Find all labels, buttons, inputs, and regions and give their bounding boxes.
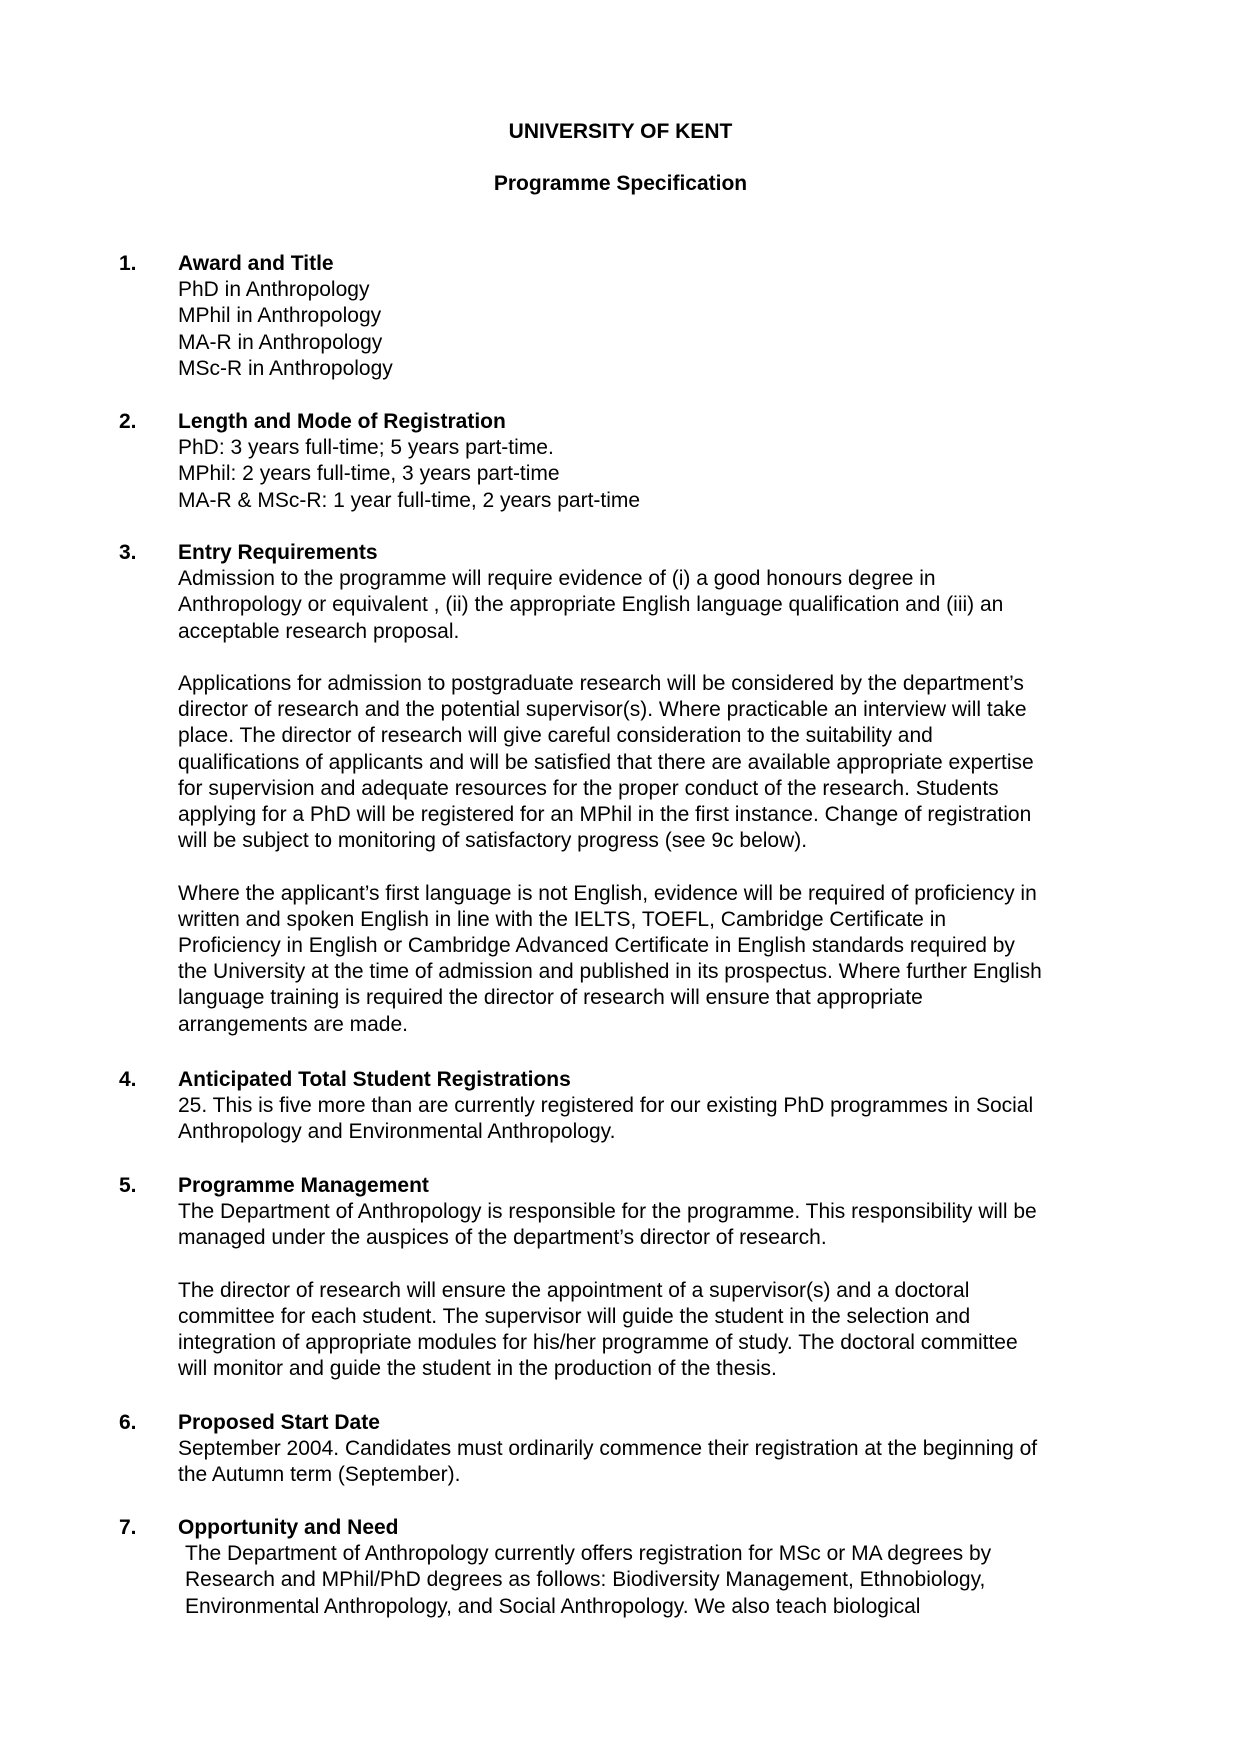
text-line: committee for each student. The supervisor will guide the student in the selection and — [178, 1305, 971, 1328]
text-line: Environmental Anthropology, and Social Anthropology. We also teach biological — [185, 1594, 921, 1618]
text-line: September 2004. Candidates must ordinarily commence their registration at the beginning of — [178, 1437, 1038, 1461]
section-programme-management — [178, 1173, 1178, 1383]
text-line: arrangements are made. — [178, 1012, 408, 1036]
section-anticipated-registrations — [178, 1067, 1178, 1146]
section-title: Entry Requirements — [178, 541, 378, 564]
section-number: 3. — [119, 541, 137, 564]
text-line: the University at the time of admission and published in its prospectus. Where further English — [178, 960, 1042, 984]
text-line: MPhil in Anthropology — [178, 304, 382, 328]
section-opportunity-and-need — [178, 1515, 1178, 1620]
text-line: will be subject to monitoring of satisfactory progress (see 9c below). — [178, 829, 808, 853]
section-title: Programme Management — [178, 1174, 429, 1197]
text-line: The Department of Anthropology is responsible for the programme. This responsibility will be — [178, 1200, 1037, 1224]
text-line: qualifications of applicants and will be satisfied that there are available appropriate expertise — [178, 750, 1034, 774]
section-number: 1. — [119, 252, 137, 275]
section-award-and-title — [178, 251, 1178, 382]
text-line: will monitor and guide the student in the production of the thesis. — [178, 1357, 777, 1381]
document-title: Programme Specification — [493, 172, 748, 195]
text-line: Anthropology or equivalent , (ii) the appropriate English language qualification and (iii) an — [178, 593, 1004, 617]
text-line: 25. This is five more than are currently registered for our existing PhD programmes in Social — [178, 1094, 1034, 1118]
text-line: MA-R & MSc-R: 1 year full-time, 2 years part-time — [178, 488, 641, 512]
institution-heading: UNIVERSITY OF KENT — [508, 120, 733, 143]
section-number: 7. — [119, 1516, 137, 1539]
text-line: acceptable research proposal. — [178, 619, 460, 643]
text-line: language training is required the director of research will ensure that appropriate — [178, 986, 923, 1010]
text-line: written and spoken English in line with the IELTS, TOEFL, Cambridge Certificate in — [178, 907, 947, 931]
text-line: Admission to the programme will require evidence of (i) a good honours degree in — [178, 567, 936, 591]
text-line: for supervision and adequate resources for the proper conduct of the research. Students — [178, 776, 999, 800]
text-line: MA-R in Anthropology — [178, 330, 383, 354]
text-line: Anthropology and Environmental Anthropology. — [178, 1120, 616, 1144]
text-line: applying for a PhD will be registered for an MPhil in the first instance. Change of registration — [178, 803, 1032, 827]
text-line: place. The director of research will give careful consideration to the suitability and — [178, 724, 933, 748]
section-title: Length and Mode of Registration — [178, 410, 506, 433]
text-line: the Autumn term (September). — [178, 1463, 461, 1487]
section-number: 4. — [119, 1068, 137, 1091]
section-length-and-mode — [178, 409, 1178, 514]
section-title: Proposed Start Date — [178, 1411, 380, 1434]
text-line: Proficiency in English or Cambridge Advanced Certificate in English standards required by — [178, 934, 1015, 958]
section-title: Anticipated Total Student Registrations — [178, 1068, 571, 1091]
text-line: MPhil: 2 years full-time, 3 years part-time — [178, 462, 560, 486]
text-line: PhD: 3 years full-time; 5 years part-time. — [178, 436, 554, 460]
section-title: Opportunity and Need — [178, 1516, 399, 1539]
text-line: PhD in Anthropology — [178, 278, 370, 302]
text-line: integration of appropriate modules for his/her programme of study. The doctoral committee — [178, 1331, 1018, 1355]
section-number: 6. — [119, 1411, 137, 1434]
text-line: Applications for admission to postgraduate research will be considered by the department’s — [178, 672, 1024, 695]
section-number: 2. — [119, 410, 137, 433]
section-entry-requirements — [178, 540, 1178, 1038]
text-line: director of research and the potential supervisor(s). Where practicable an interview will take — [178, 698, 1027, 722]
text-line: MSc-R in Anthropology — [178, 356, 393, 380]
text-line: The Department of Anthropology currently offers registration for MSc or MA degrees by — [185, 1542, 992, 1566]
text-line: managed under the auspices of the department’s director of research. — [178, 1226, 827, 1250]
text-line: The director of research will ensure the appointment of a supervisor(s) and a doctoral — [178, 1278, 970, 1302]
section-title: Award and Title — [178, 252, 334, 275]
text-line: Research and MPhil/PhD degrees as follows: Biodiversity Management, Ethnobiology, — [185, 1568, 986, 1592]
section-proposed-start-date — [178, 1410, 1178, 1489]
section-number: 5. — [119, 1174, 137, 1197]
text-line: Where the applicant’s first language is not English, evidence will be required of proficiency in — [178, 881, 1037, 905]
